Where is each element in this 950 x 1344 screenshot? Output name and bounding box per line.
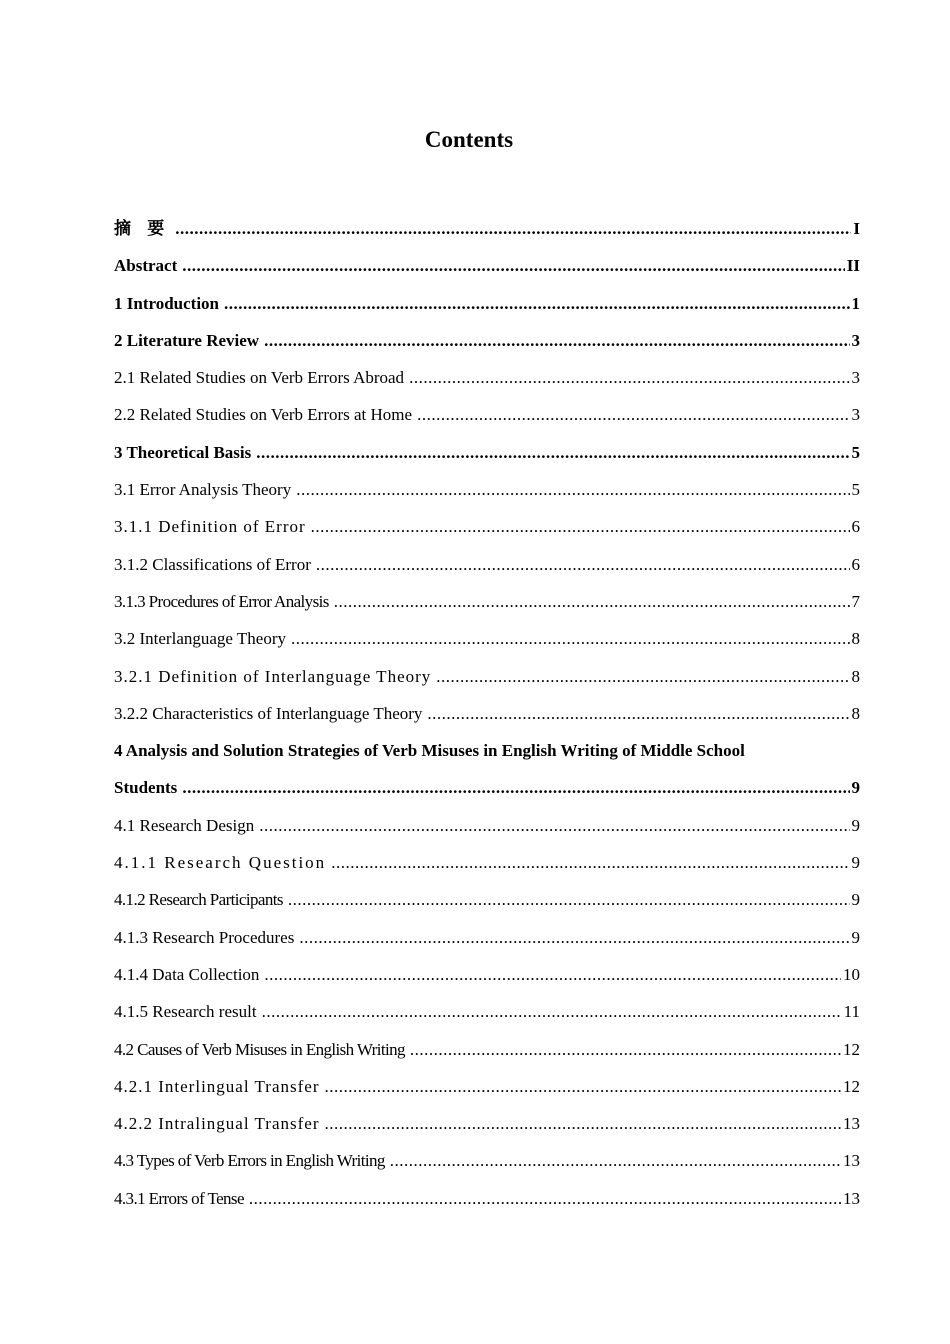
toc-entry-label: 4.1.5 Research result (114, 1002, 257, 1022)
toc-page-number: I (853, 219, 860, 238)
toc-leader-dots (264, 956, 841, 993)
toc-entry-label: 4.3 Types of Verb Errors in English Writing (114, 1151, 385, 1171)
toc-leader-dots (331, 844, 849, 881)
toc-entry-3-1-1[interactable] (114, 508, 860, 545)
toc-entry-analysis-strategies[interactable] (114, 732, 860, 769)
toc-entry-analysis-strategies-continued[interactable] (114, 769, 860, 806)
toc-page-number: 5 (851, 480, 860, 500)
toc-entry-3-2[interactable] (114, 620, 860, 657)
toc-leader-dots (316, 546, 850, 583)
toc-leader-dots (249, 1180, 841, 1217)
toc-leader-dots (334, 583, 850, 620)
toc-entry-abstract[interactable] (114, 247, 860, 284)
toc-entry-3-1[interactable] (114, 471, 860, 508)
toc-page-number: 12 (843, 1039, 860, 1059)
toc-leader-dots (182, 247, 845, 284)
toc-page-number: 9 (851, 778, 860, 798)
toc-leader-dots (427, 695, 849, 732)
toc-entry-label: Abstract (114, 256, 178, 276)
toc-entry-label: 2 Literature Review (114, 330, 260, 350)
toc-entry-4-2[interactable] (114, 1031, 860, 1068)
toc-entry-label: 3.2.2 Characteristics of Interlanguage Theory (114, 703, 423, 723)
toc-leader-dots (264, 322, 849, 359)
toc-entry-4-1-3[interactable] (114, 919, 860, 956)
toc-leader-dots (417, 396, 849, 433)
toc-leader-dots (182, 769, 849, 806)
toc-page-number: 13 (843, 1114, 860, 1134)
toc-leader-dots (262, 993, 842, 1030)
toc-page-number: 3 (851, 368, 860, 388)
toc-entry-label: 2.1 Related Studies on Verb Errors Abroad (114, 368, 405, 388)
toc-entry-label: 3 Theoretical Basis (114, 442, 252, 462)
toc-page-number: 11 (843, 1002, 860, 1022)
toc-entry-literature-review[interactable] (114, 322, 860, 359)
toc-entry-label: 3.1.3 Procedures of Error Analysis (114, 591, 329, 611)
toc-entry-abstract-chinese[interactable] (114, 210, 860, 247)
toc-entry-4-1-5[interactable] (114, 993, 860, 1030)
toc-leader-dots (296, 471, 849, 508)
toc-leader-dots (409, 359, 849, 396)
toc-leader-dots (324, 1068, 841, 1105)
toc-entry-3-1-2[interactable] (114, 546, 860, 583)
toc-leader-dots (291, 620, 850, 657)
toc-page-number: 12 (843, 1076, 860, 1096)
toc-entry-label: 4.1.1 Research Question (114, 853, 327, 873)
toc-entry-2-1[interactable] (114, 359, 860, 396)
toc-entry-label: 4 Analysis and Solution Strategies of Verb Misuses in English Writing of Middle School (114, 741, 745, 761)
toc-entry-4-3[interactable] (114, 1142, 860, 1179)
table-of-contents (114, 210, 860, 1217)
toc-entry-label: 1 Introduction (114, 293, 220, 313)
toc-entry-2-2[interactable] (114, 396, 860, 433)
toc-entry-4-1-2[interactable] (114, 881, 860, 918)
toc-page-number: 8 (851, 629, 860, 649)
toc-leader-dots (256, 434, 849, 471)
toc-entry-4-1-1[interactable] (114, 844, 860, 881)
toc-entry-label: 4.2.2 Intralingual Transfer (114, 1114, 320, 1134)
toc-page-number: 6 (851, 517, 860, 537)
toc-entry-label: 2.2 Related Studies on Verb Errors at Home (114, 405, 413, 425)
toc-page-number: II (846, 256, 860, 276)
toc-leader-dots (390, 1142, 841, 1179)
toc-leader-dots (299, 919, 849, 956)
toc-entry-label: 3.1.1 Definition of Error (114, 517, 306, 537)
toc-entry-3-2-1[interactable] (114, 658, 860, 695)
toc-leader-dots (259, 807, 849, 844)
toc-page-number: 9 (851, 927, 860, 947)
toc-page-number: 13 (843, 1188, 860, 1208)
toc-entry-label: 3.2 Interlanguage Theory (114, 629, 286, 649)
toc-page-number: 13 (843, 1151, 860, 1171)
toc-leader-dots (324, 1105, 841, 1142)
toc-entry-label: 4.2.1 Interlingual Transfer (114, 1076, 320, 1096)
toc-entry-4-2-1[interactable] (114, 1068, 860, 1105)
toc-entry-label: 4.1 Research Design (114, 815, 255, 835)
toc-entry-label: 4.1.2 Research Participants (114, 890, 283, 910)
toc-entry-introduction[interactable] (114, 285, 860, 322)
toc-entry-3-1-3[interactable] (114, 583, 860, 620)
toc-leader-dots (224, 285, 849, 322)
toc-page-number: 3 (851, 330, 860, 350)
page-title: Contents (424, 127, 514, 152)
toc-page-number: 8 (851, 666, 860, 686)
toc-page-number: 3 (851, 405, 860, 425)
toc-leader-dots (436, 658, 849, 695)
toc-entry-4-1-4[interactable] (114, 956, 860, 993)
toc-entry-label: 4.2 Causes of Verb Misuses in English Writing (114, 1039, 405, 1059)
toc-entry-label: 摘 要 (114, 219, 171, 238)
toc-page-number: 10 (843, 964, 860, 984)
toc-entry-3-2-2[interactable] (114, 695, 860, 732)
toc-entry-label: 3.1 Error Analysis Theory (114, 480, 292, 500)
toc-page-number: 8 (851, 703, 860, 723)
toc-entry-label: 3.1.2 Classifications of Error (114, 554, 311, 574)
toc-entry-4-1[interactable] (114, 807, 860, 844)
toc-page-number: 9 (851, 890, 860, 910)
toc-entry-label: 4.3.1 Errors of Tense (114, 1188, 244, 1208)
toc-leader-dots (175, 210, 851, 247)
toc-leader-dots (288, 881, 850, 918)
toc-entry-theoretical-basis[interactable] (114, 434, 860, 471)
toc-page-number: 6 (851, 554, 860, 574)
toc-entry-4-2-2[interactable] (114, 1105, 860, 1142)
toc-leader-dots (410, 1031, 841, 1068)
toc-entry-4-3-1[interactable] (114, 1180, 860, 1217)
toc-page-number: 9 (851, 815, 860, 835)
toc-entry-label: 3.2.1 Definition of Interlanguage Theory (114, 666, 432, 686)
toc-leader-dots (311, 508, 850, 545)
toc-page-number: 9 (851, 853, 860, 873)
toc-page-number: 5 (851, 442, 860, 462)
toc-page-number: 7 (851, 591, 860, 611)
toc-page-number: 1 (851, 293, 860, 313)
toc-entry-label: 4.1.3 Research Procedures (114, 927, 295, 947)
toc-entry-label: 4.1.4 Data Collection (114, 964, 260, 984)
toc-entry-label: Students (114, 778, 178, 798)
